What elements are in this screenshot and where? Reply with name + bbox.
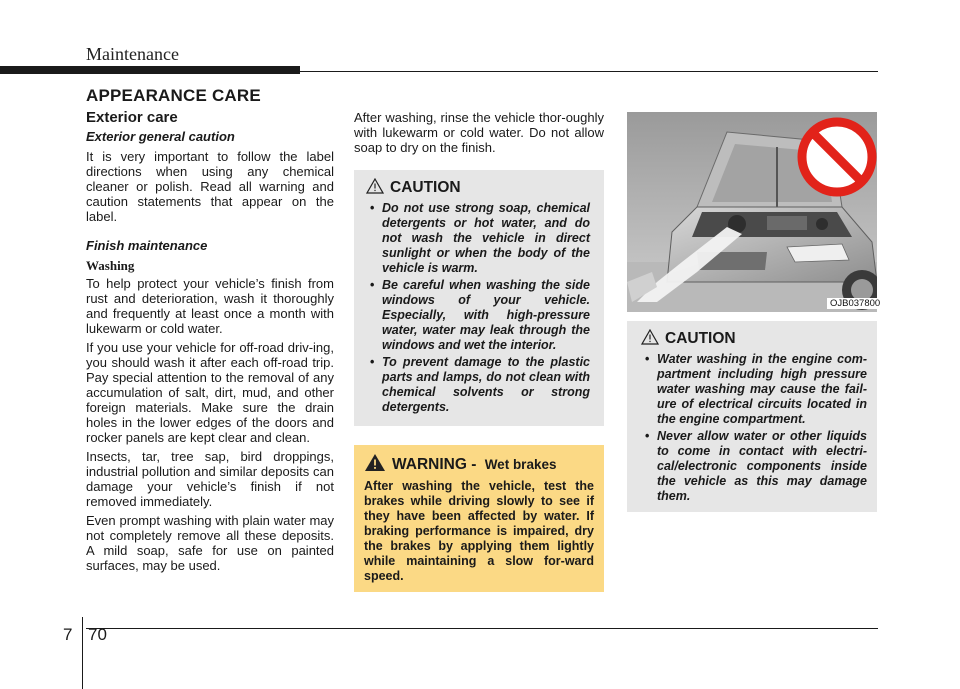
- warning-box-wet-brakes: [354, 445, 604, 592]
- warning-text: After washing the vehicle, test the brakes while driving slowly to see if they have been affected by water. If braking performance is impaired, dry the brakes by applying them lightly while maintaining a slow for-ward speed.: [364, 479, 594, 583]
- engine-wash-illustration: [627, 112, 877, 312]
- page-header-title: Maintenance: [86, 44, 179, 64]
- off-road-paragraph: If you use your vehicle for off-road driv-ing, you should wash it after each off-road trip. Pay special attention to the removal of any accumulation of salt, dirt, mud, and other foreign materials. Make sure the drain holes in the lower edges of the doors and rocker panels are kept clear and clean.: [86, 340, 334, 445]
- rinse-paragraph: After washing, rinse the vehicle thor-oughly with lukewarm or cold water. Do not allow soap to dry on the finish.: [354, 110, 604, 155]
- warning-triangle-filled-icon: [364, 453, 386, 475]
- contaminants-paragraph: Insects, tar, tree sap, bird droppings, industrial pollution and similar deposits can damage your vehicle’s finish if not removed immediately.: [86, 449, 334, 509]
- wash-frequency-paragraph: To help protect your vehicle’s finish from rust and deterioration, wash it thoroughly and frequently at least once a month with lukewarm or cold water.: [86, 276, 334, 336]
- section-number: 7: [63, 625, 73, 644]
- page-number: 70: [88, 625, 107, 644]
- caution-box-washing: [354, 170, 604, 426]
- warning-label: WARNING -: [392, 455, 481, 473]
- caution-item: • Never allow water or other liquids to come in contact with electri-cal/electronic components inside the vehicle as this may damage them.: [645, 429, 867, 503]
- no-sign-icon: [802, 122, 872, 192]
- header-bar: [0, 66, 300, 74]
- caution-title: CAUTION: [665, 330, 736, 347]
- exterior-general-caution-heading: Exterior general caution: [86, 129, 235, 144]
- middle-column-text: [354, 110, 604, 159]
- exterior-care-heading: Exterior care: [86, 109, 178, 126]
- caution-item: • To prevent damage to the plastic parts and lamps, do not clean with chemical solvents or strong detergents.: [370, 355, 590, 414]
- left-column: [86, 110, 334, 577]
- warning-triangle-icon: [641, 329, 659, 348]
- warning-triangle-icon: [366, 178, 384, 197]
- caution-title: CAUTION: [390, 179, 461, 196]
- image-code: OJB037800: [827, 298, 883, 309]
- finish-maintenance-heading: Finish maintenance: [86, 238, 208, 253]
- footer-divider: [82, 617, 83, 689]
- warning-subject: Wet brakes: [484, 456, 557, 472]
- mild-soap-paragraph: Even prompt washing with plain water may not completely remove all these deposits. A mild soap, safe for use on painted surfaces, may be used.: [86, 513, 334, 573]
- header-rule: [300, 71, 878, 72]
- footer-rule: [86, 628, 878, 629]
- section-title: APPEARANCE CARE: [86, 86, 261, 105]
- label-directions-paragraph: It is very important to follow the label directions when using any chemical cleaner or polish. Read all warning and caution statements that appear on the label.: [86, 149, 334, 224]
- caution-item: • Do not use strong soap, chemical detergents or hot water, and do not wash the vehicle in direct sunlight or when the body of the vehicle is warm.: [370, 201, 590, 275]
- caution-item: • Water washing in the engine com-partment including high pressure water washing may cause the fail-ure of electrical circuits located in the engine compartment.: [645, 352, 867, 426]
- caution-item: • Be careful when washing the side windows of your vehicle. Especially, with high-pressure water, water may leak through the windows and wet the interior.: [370, 278, 590, 352]
- washing-heading: Washing: [86, 258, 135, 273]
- caution-box-engine: [627, 321, 877, 512]
